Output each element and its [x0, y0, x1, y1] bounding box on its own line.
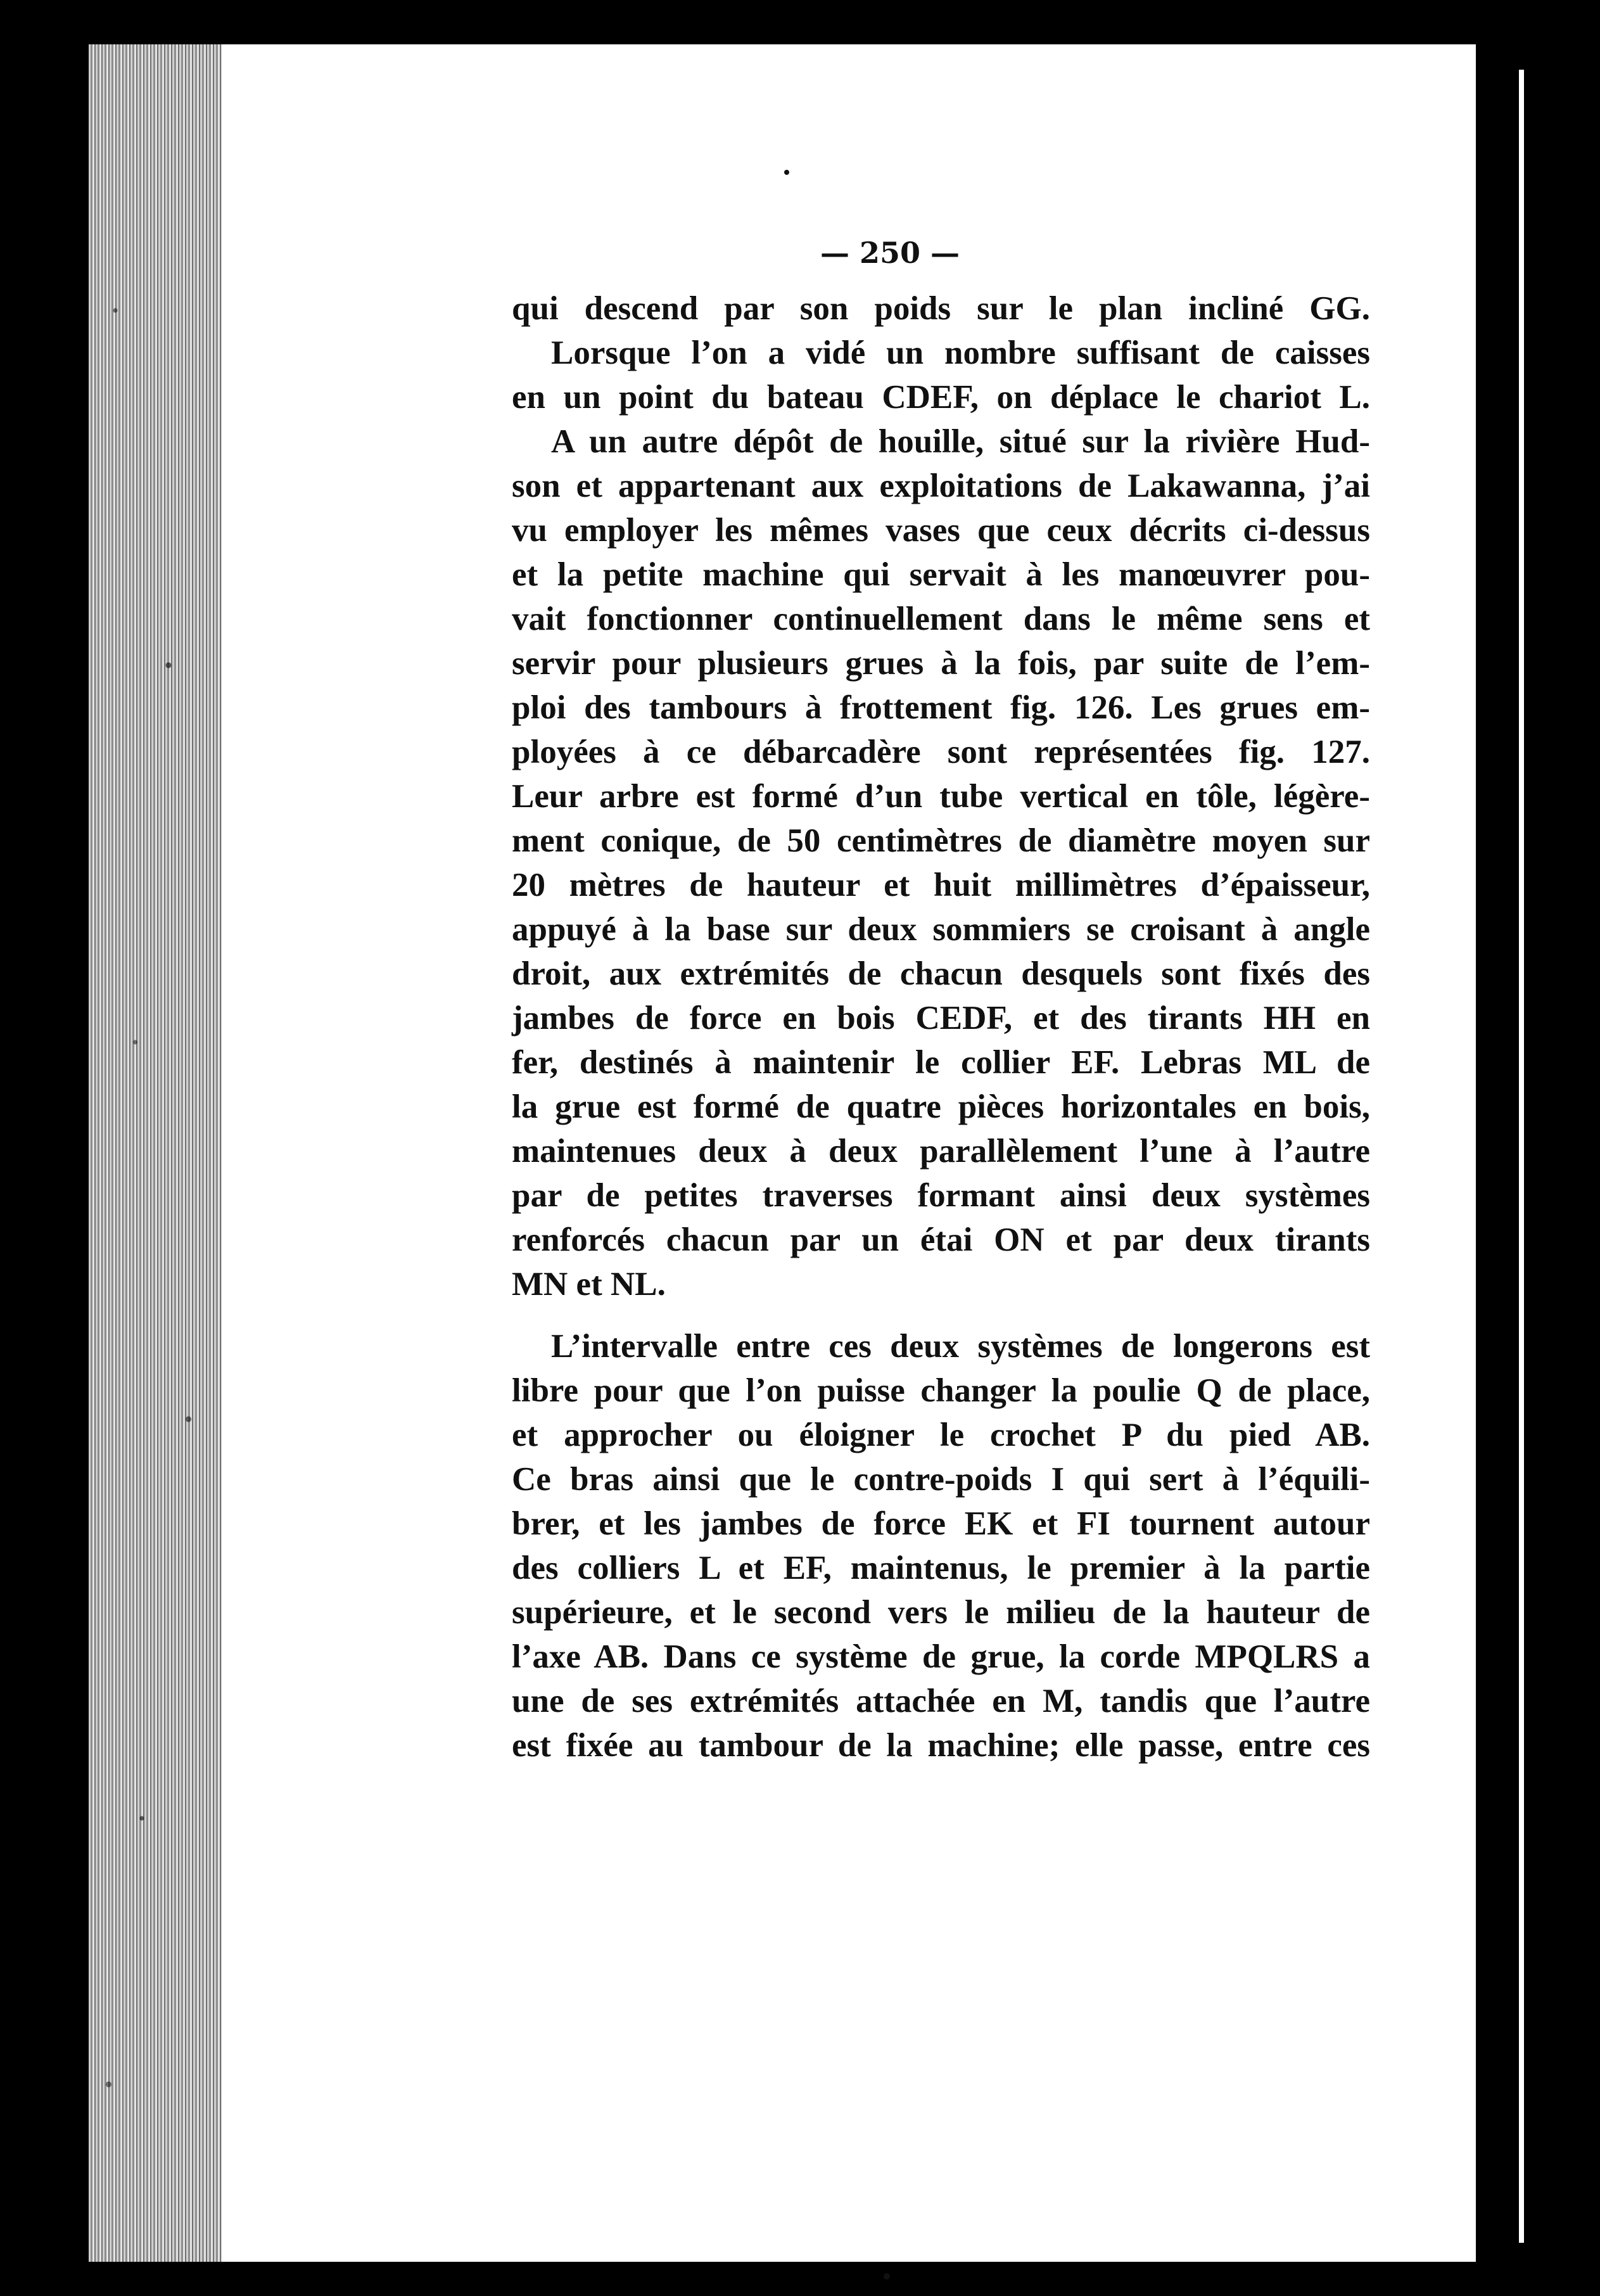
- body-text: [512, 286, 1370, 1768]
- text-line: jambes de force en bois CEDF, et des tirants HH en: [512, 1000, 1370, 1036]
- text-line: en un point du bateau CDEF, on déplace le chariot L.: [512, 379, 1370, 416]
- text-line: maintenues deux à deux parallèlement l’une à l’autre: [512, 1133, 1370, 1170]
- text-line: ployées à ce débarcadère sont représentées fig. 127.: [512, 734, 1370, 770]
- text-line: l’axe AB. Dans ce système de grue, la corde MPQLRS a: [512, 1638, 1370, 1675]
- text-line: ploi des tambours à frottement fig. 126. Les grues em-: [512, 689, 1370, 726]
- text-line: et approcher ou éloigner le crochet P du pied AB.: [512, 1417, 1370, 1453]
- text-line: libre pour que l’on puisse changer la poulie Q de place,: [512, 1372, 1370, 1409]
- text-line: est fixée au tambour de la machine; elle passe, entre ces: [512, 1727, 1370, 1764]
- text-line: des colliers L et EF, maintenus, le premier à la partie: [512, 1550, 1370, 1586]
- text-line: Ce bras ainsi que le contre-poids I qui sert à l’équili-: [512, 1461, 1370, 1498]
- text-line: renforcés chacun par un étai ON et par deux tirants: [512, 1221, 1370, 1258]
- page-header: [222, 236, 1476, 270]
- scan-speck: [884, 2273, 890, 2280]
- text-line: appuyé à la base sur deux sommiers se croisant à angle: [512, 911, 1370, 948]
- text-line: Leur arbre est formé d’un tube vertical en tôle, légère-: [512, 778, 1370, 815]
- facing-page-edge: [1519, 70, 1524, 2243]
- text-line: fer, destinés à maintenir le collier EF. Lebras ML de: [512, 1044, 1370, 1081]
- paragraph-gap: [512, 1306, 1370, 1324]
- scan-border-right: [1476, 0, 1600, 2296]
- text-line: la grue est formé de quatre pièces horizontales en bois,: [512, 1088, 1370, 1125]
- text-line: et la petite machine qui servait à les manœuvrer pou-: [512, 556, 1370, 593]
- scan-speck: [784, 170, 789, 175]
- text-line: brer, et les jambes de force EK et FI tournent autour: [512, 1505, 1370, 1542]
- text-line: vu employer les mêmes vases que ceux décrits ci-dessus: [512, 512, 1370, 549]
- text-line: ment conique, de 50 centimètres de diamètre moyen sur: [512, 822, 1370, 859]
- text-line: 20 mètres de hauteur et huit millimètres d’épaisseur,: [512, 867, 1370, 903]
- text-line: L’intervalle entre ces deux systèmes de longerons est: [551, 1328, 1370, 1365]
- text-line: qui descend par son poids sur le plan incliné GG.: [512, 290, 1370, 327]
- text-line: par de petites traverses formant ainsi deux systèmes: [512, 1177, 1370, 1214]
- text-line: Lorsque l’on a vidé un nombre suffisant de caisses: [551, 335, 1370, 371]
- page-number: — 250 —: [820, 236, 960, 270]
- text-line: servir pour plusieurs grues à la fois, par suite de l’em-: [512, 645, 1370, 682]
- text-line: supérieure, et le second vers le milieu de la hauteur de: [512, 1594, 1370, 1631]
- text-line: droit, aux extrémités de chacun desquels sont fixés des: [512, 955, 1370, 992]
- page-edge-stack: [89, 44, 222, 2262]
- text-line: une de ses extrémités attachée en M, tandis que l’autre: [512, 1683, 1370, 1719]
- text-line: A un autre dépôt de houille, situé sur la rivière Hud-: [551, 423, 1370, 460]
- text-line: son et appartenant aux exploitations de Lakawanna, j’ai: [512, 468, 1370, 504]
- text-line: MN et NL.: [512, 1266, 666, 1303]
- scan-border-left: [0, 0, 89, 2296]
- text-line: vait fonctionner continuellement dans le même sens et: [512, 601, 1370, 637]
